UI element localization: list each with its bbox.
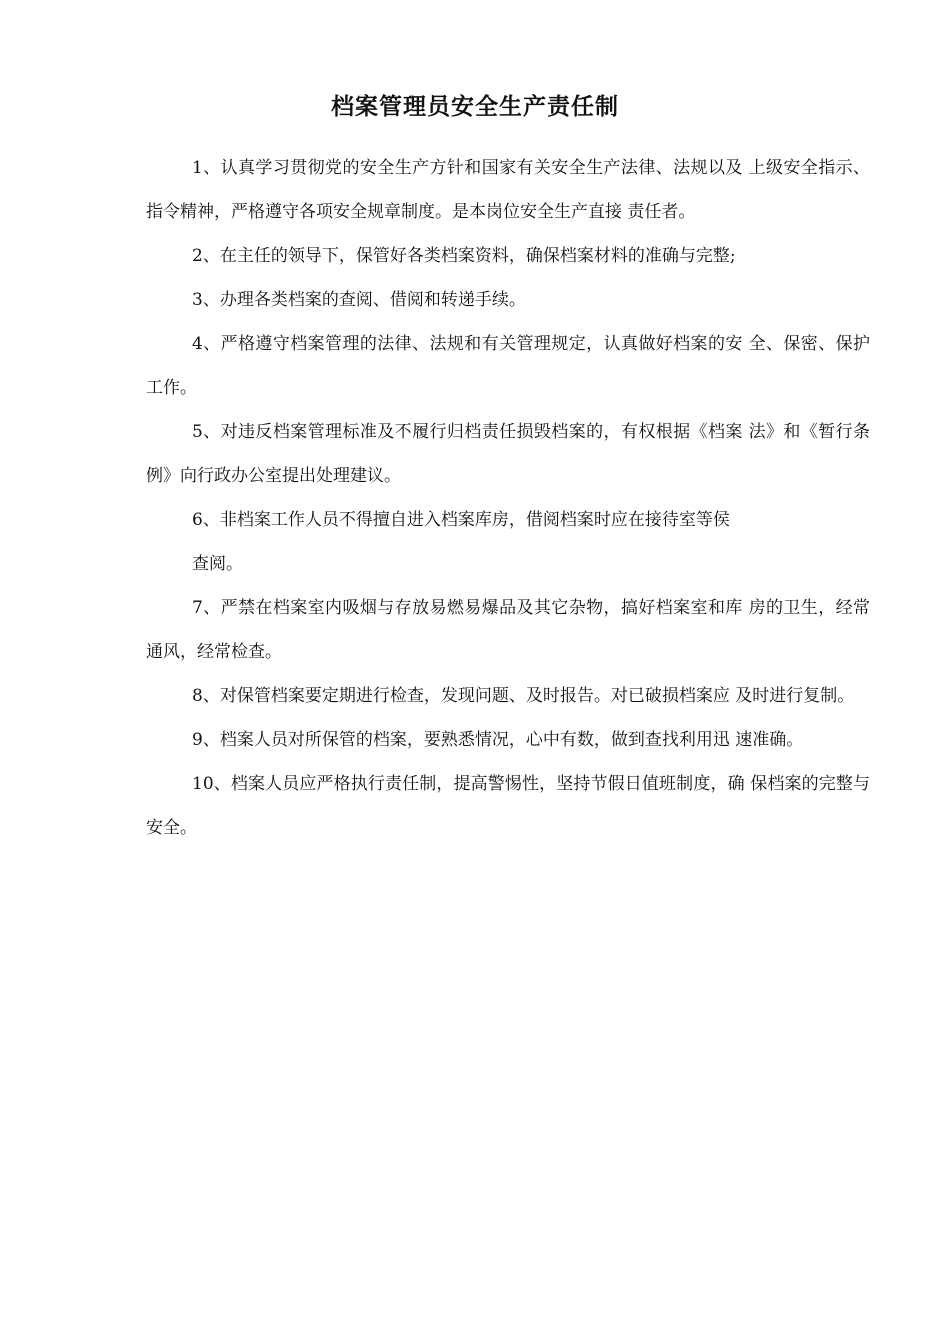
paragraph-3: 3、办理各类档案的查阅、借阅和转递手续。 <box>192 290 526 310</box>
document-title: 档案管理员安全生产责任制 <box>331 94 619 120</box>
paragraph-2: 2、在主任的领导下，保管好各类档案资料，确保档案材料的准确与完整; <box>192 246 736 266</box>
paragraph-4: 4、严格遵守档案管理的法律、法规和有关管理规定，认真做好档案的安 全、保密、保护工作。 <box>146 334 870 398</box>
document-body <box>146 146 870 850</box>
paragraph-5: 5、对违反档案管理标准及不履行归档责任损毁档案的，有权根据《档案 法》和《暂行条例》向行政办公室提出处理建议。 <box>146 422 870 486</box>
paragraph-6: 6、非档案工作人员不得擅自进入档案库房，借阅档案时应在接待室等侯 <box>192 510 730 530</box>
paragraph-10: 10、档案人员应严格执行责任制，提高警惕性，坚持节假日值班制度，确 保档案的完整与安全。 <box>146 774 870 838</box>
paragraph-7: 7、严禁在档案室内吸烟与存放易燃易爆品及其它杂物，搞好档案室和库 房的卫生，经常通风，经常检查。 <box>146 598 870 662</box>
paragraph-9: 9、档案人员对所保管的档案，要熟悉情况，心中有数，做到查找利用迅 速准确。 <box>192 730 804 750</box>
paragraph-8: 8、对保管档案要定期进行检查，发现问题、及时报告。对已破损档案应 及时进行复制。 <box>192 686 855 706</box>
paragraph-1: 1、认真学习贯彻党的安全生产方针和国家有关安全生产法律、法规以及 上级安全指示、指令精神，严格遵守各项安全规章制度。是本岗位安全生产直接 责任者。 <box>146 158 870 222</box>
paragraph-6-continuation: 查阅。 <box>192 554 243 574</box>
